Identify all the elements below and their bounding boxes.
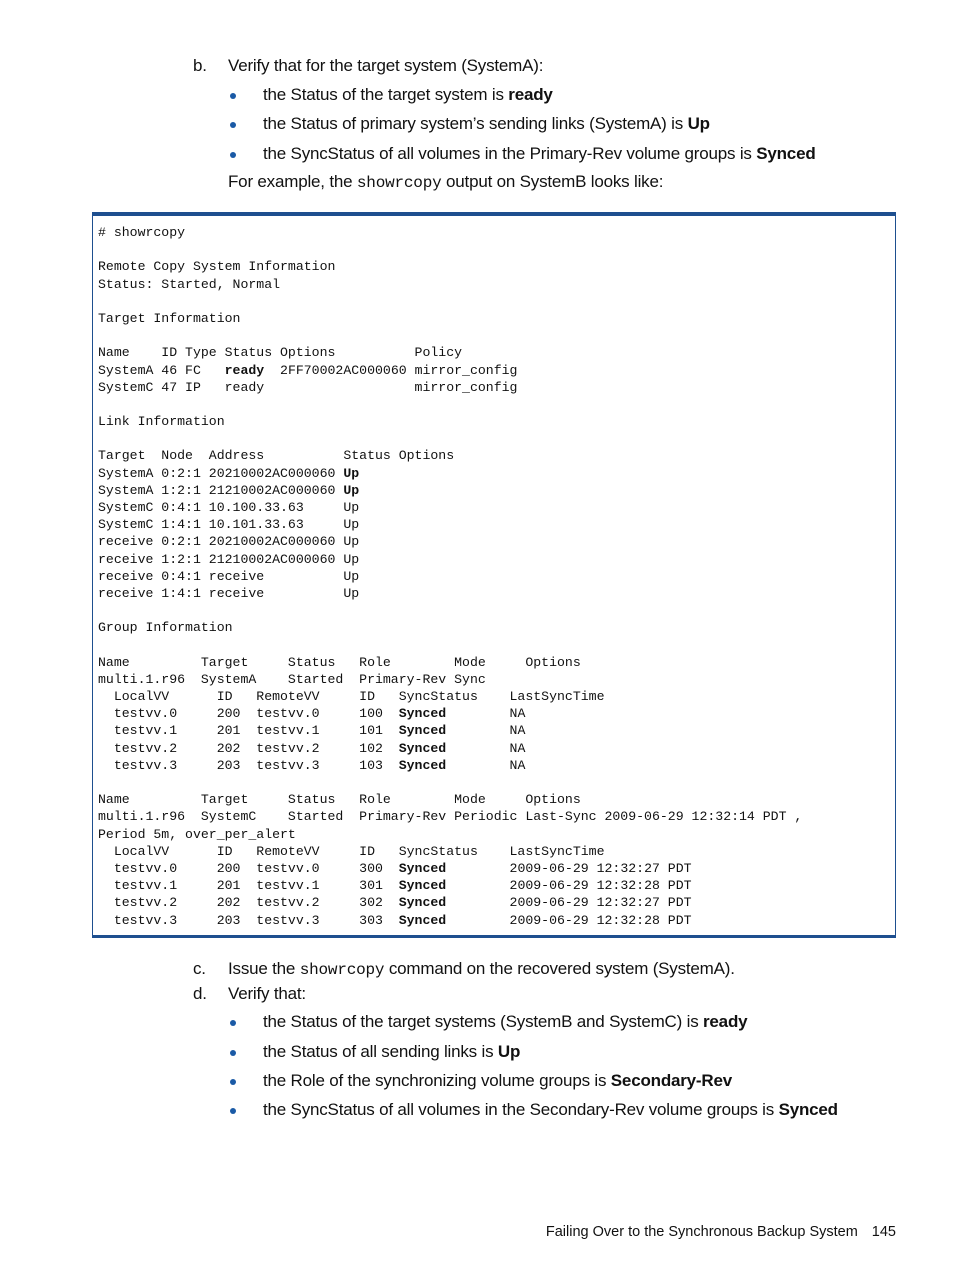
step-b-bullet-2 bbox=[263, 114, 710, 134]
code-segment: 2FF70002AC000060 mirror_config bbox=[264, 362, 518, 378]
page-number: 145 bbox=[871, 1224, 896, 1240]
code-line bbox=[98, 293, 802, 310]
code-segment: Group Information bbox=[98, 620, 233, 636]
code-line bbox=[98, 619, 802, 636]
code-line bbox=[98, 533, 802, 550]
code-segment: multi.1.r96 SystemA Started Primary-Rev Sync bbox=[98, 671, 486, 687]
code-segment: receive 1:2:1 21210002AC000060 Up bbox=[98, 551, 360, 567]
code-line bbox=[98, 722, 802, 739]
code-line bbox=[98, 499, 802, 516]
code-segment: SystemC 0:4:1 10.100.33.63 Up bbox=[98, 500, 360, 515]
code-segment: testvv.3 203 testvv.3 103 bbox=[98, 757, 399, 773]
code-line bbox=[98, 740, 802, 757]
bullet-text: the Status of the target systems (SystemB and SystemC) is bbox=[263, 1012, 704, 1031]
code-bold-segment: Up bbox=[343, 482, 360, 498]
code-segment: SystemA 0:2:1 20210002AC000060 bbox=[98, 465, 344, 481]
bullet-dot-icon bbox=[230, 1079, 236, 1085]
code-line bbox=[98, 826, 802, 843]
bullet-bold-term: Synced bbox=[778, 1100, 838, 1119]
code-segment: 2009-06-29 12:32:27 PDT bbox=[446, 895, 692, 911]
code-line bbox=[98, 808, 802, 825]
code-segment: NA bbox=[446, 706, 526, 722]
code-segment: LocalVV ID RemoteVV ID SyncStatus LastSyncTime bbox=[98, 843, 605, 859]
code-bold-segment: Synced bbox=[398, 740, 447, 756]
bullet-bold-term: ready bbox=[508, 85, 553, 104]
code-line bbox=[98, 551, 802, 568]
step-b-bullet-1 bbox=[263, 85, 553, 105]
code-bold-segment: Synced bbox=[398, 757, 447, 773]
code-line bbox=[98, 465, 802, 482]
code-segment: LocalVV ID RemoteVV ID SyncStatus LastSyncTime bbox=[98, 689, 605, 705]
code-line bbox=[98, 482, 802, 499]
inline-command: showrcopy bbox=[299, 961, 385, 979]
code-line bbox=[98, 877, 802, 894]
bullet-bold-term: Up bbox=[687, 114, 710, 133]
code-segment: NA bbox=[446, 723, 526, 739]
bullet-dot-icon bbox=[230, 1050, 236, 1056]
code-segment: Name Target Status Role Mode Options bbox=[98, 792, 581, 808]
code-bold-segment: Synced bbox=[398, 706, 447, 722]
code-line bbox=[98, 912, 802, 929]
code-line bbox=[98, 362, 802, 379]
code-bold-segment: Synced bbox=[398, 912, 447, 928]
code-line bbox=[98, 688, 802, 705]
code-example-box bbox=[92, 212, 896, 938]
code-bold-segment: Synced bbox=[398, 895, 447, 911]
code-line bbox=[98, 843, 802, 860]
code-line bbox=[98, 413, 802, 430]
step-d-bullet-4 bbox=[263, 1100, 838, 1120]
code-line bbox=[98, 258, 802, 275]
bullet-text: the Role of the synchronizing volume groups is bbox=[263, 1071, 611, 1090]
code-segment: Remote Copy System Information bbox=[98, 259, 336, 275]
code-segment: 2009-06-29 12:32:27 PDT bbox=[446, 860, 692, 876]
code-line bbox=[98, 276, 802, 293]
code-segment: multi.1.r96 SystemC Started Primary-Rev Periodic Last-Sync 2009-06-29 12:32:14 PDT , bbox=[98, 809, 803, 825]
code-segment: Target Node Address Status Options bbox=[98, 448, 455, 464]
code-segment: testvv.0 200 testvv.0 100 bbox=[98, 706, 399, 722]
code-segment: testvv.3 203 testvv.3 303 bbox=[98, 912, 399, 928]
inline-command: showrcopy bbox=[356, 174, 442, 192]
code-line bbox=[98, 310, 802, 327]
code-line bbox=[98, 585, 802, 602]
code-line bbox=[98, 516, 802, 533]
bullet-dot-icon bbox=[230, 93, 236, 99]
code-segment: testvv.2 202 testvv.2 302 bbox=[98, 895, 399, 911]
code-segment: NA bbox=[446, 740, 526, 756]
code-line bbox=[98, 602, 802, 619]
code-line bbox=[98, 241, 802, 258]
step-d-label: d. bbox=[193, 984, 207, 1003]
bullet-text: the SyncStatus of all volumes in the Secondary-Rev volume groups is bbox=[263, 1100, 779, 1119]
bullet-bold-term: Secondary-Rev bbox=[610, 1071, 732, 1090]
code-bold-segment: Synced bbox=[398, 723, 447, 739]
showrcopy-output bbox=[98, 224, 802, 929]
code-segment: SystemC 47 IP ready mirror_config bbox=[98, 379, 518, 395]
code-line bbox=[98, 757, 802, 774]
code-line bbox=[98, 379, 802, 396]
code-bold-segment: Synced bbox=[398, 860, 447, 876]
step-c-post: command on the recovered system (SystemA). bbox=[384, 959, 735, 978]
step-d-bullet-2 bbox=[263, 1042, 520, 1062]
code-line bbox=[98, 791, 802, 808]
bullet-text: the SyncStatus of all volumes in the Primary-Rev volume groups is bbox=[263, 144, 757, 163]
code-segment: SystemC 1:4:1 10.101.33.63 Up bbox=[98, 517, 360, 533]
bullet-text: the Status of the target system is bbox=[263, 85, 509, 104]
bullet-bold-term: Up bbox=[497, 1042, 521, 1061]
code-bold-segment: Synced bbox=[398, 878, 447, 894]
code-segment: testvv.0 200 testvv.0 300 bbox=[98, 860, 399, 876]
footer-section-title: Failing Over to the Synchronous Backup System bbox=[545, 1224, 858, 1240]
code-segment: testvv.1 201 testvv.1 301 bbox=[98, 878, 399, 894]
step-b-bullet-3 bbox=[263, 144, 816, 164]
bullet-dot-icon bbox=[230, 152, 236, 158]
code-line bbox=[98, 774, 802, 791]
code-line bbox=[98, 224, 802, 241]
code-bold-segment: ready bbox=[224, 362, 265, 378]
code-segment: Status: Started, Normal bbox=[98, 276, 281, 292]
code-line bbox=[98, 396, 802, 413]
bullet-dot-icon bbox=[230, 1020, 236, 1026]
code-segment: SystemA 1:2:1 21210002AC000060 bbox=[98, 482, 344, 498]
code-line bbox=[98, 447, 802, 464]
bullet-bold-term: Synced bbox=[756, 144, 816, 163]
example-intro bbox=[228, 172, 663, 192]
example-intro-post: output on SystemB looks like: bbox=[441, 172, 664, 191]
code-segment: Link Information bbox=[98, 414, 225, 430]
bullet-dot-icon bbox=[230, 1108, 236, 1114]
bullet-text: the Status of all sending links is bbox=[263, 1042, 498, 1061]
code-line bbox=[98, 430, 802, 447]
code-segment: Target Information bbox=[98, 310, 241, 326]
code-line bbox=[98, 637, 802, 654]
step-c-label: c. bbox=[193, 959, 206, 978]
code-segment: Period 5m, over_per_alert bbox=[98, 826, 296, 842]
page-footer bbox=[546, 1224, 896, 1240]
step-b-label: b. bbox=[193, 56, 207, 75]
code-segment: Name ID Type Status Options Policy bbox=[98, 345, 463, 361]
code-segment: # showrcopy bbox=[98, 225, 186, 240]
code-segment: receive 0:2:1 20210002AC000060 Up bbox=[98, 534, 360, 550]
step-c-text bbox=[228, 959, 735, 979]
code-segment: receive 1:4:1 receive Up bbox=[98, 585, 360, 601]
code-bold-segment: Up bbox=[343, 465, 360, 481]
code-line bbox=[98, 860, 802, 877]
code-segment: Name Target Status Role Mode Options bbox=[98, 654, 581, 670]
code-segment: testvv.1 201 testvv.1 101 bbox=[98, 723, 399, 739]
code-segment: SystemA 46 FC bbox=[98, 362, 225, 378]
step-c-pre: Issue the bbox=[228, 959, 300, 978]
code-segment: testvv.2 202 testvv.2 102 bbox=[98, 740, 399, 756]
bullet-text: the Status of primary system’s sending links (SystemA) is bbox=[263, 114, 688, 133]
code-segment: receive 0:4:1 receive Up bbox=[98, 568, 360, 584]
code-line bbox=[98, 344, 802, 361]
code-segment: 2009-06-29 12:32:28 PDT bbox=[446, 912, 692, 928]
bullet-bold-term: ready bbox=[703, 1012, 748, 1031]
bullet-dot-icon bbox=[230, 122, 236, 128]
code-line bbox=[98, 671, 802, 688]
code-line bbox=[98, 894, 802, 911]
code-line bbox=[98, 654, 802, 671]
step-d-text: Verify that: bbox=[228, 984, 306, 1003]
code-segment: NA bbox=[446, 757, 526, 773]
step-d-bullet-1 bbox=[263, 1012, 747, 1032]
step-d-bullet-3 bbox=[263, 1071, 732, 1091]
code-line bbox=[98, 568, 802, 585]
example-intro-pre: For example, the bbox=[228, 172, 357, 191]
code-line bbox=[98, 327, 802, 344]
code-segment: 2009-06-29 12:32:28 PDT bbox=[446, 878, 692, 894]
step-b-text: Verify that for the target system (SystemA): bbox=[228, 56, 544, 75]
code-line bbox=[98, 705, 802, 722]
